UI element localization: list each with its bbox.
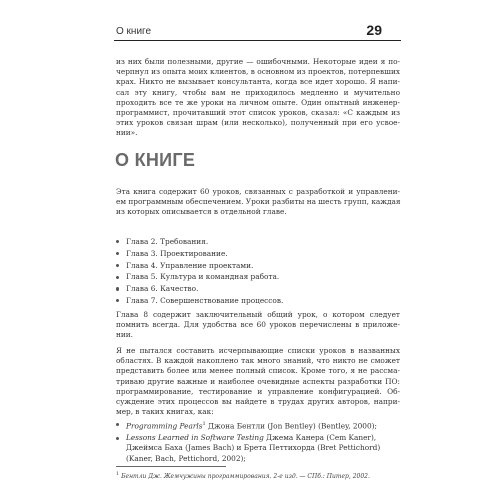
bullet-icon: [116, 276, 119, 279]
book-rest: Джона Бентли (Jon Bentley) (Bentley, 2000);: [205, 421, 377, 431]
text-line: ем программным обеспечением. Уроки разбиты на шесть групп, каждая: [116, 197, 401, 207]
running-header: О книге: [116, 26, 152, 37]
book-rest: Джема Канера (Cem Kaner),: [263, 433, 377, 443]
list-item: [116, 419, 400, 432]
list-item: [116, 295, 400, 307]
book-title: Programming Pearls: [126, 421, 203, 431]
book-list: [116, 419, 400, 465]
footnote-marker: 1: [202, 421, 206, 427]
book-entry: [126, 433, 400, 443]
section-title: О КНИГЕ: [115, 150, 196, 170]
chapter-label: Глава 4. Управление проектами.: [126, 260, 254, 270]
list-item: [116, 283, 400, 295]
footnote-marker: 1: [116, 471, 120, 477]
text-line: Я не пытался составить исчерпывающие списки уроков в названных: [116, 346, 400, 355]
list-item: [116, 260, 400, 272]
footnote-rule: [116, 466, 226, 467]
list-item: [116, 433, 400, 464]
page-number: 29: [366, 22, 382, 38]
list-item: [116, 271, 400, 283]
chapter-label: Глава 6. Качество.: [126, 284, 199, 294]
text-line: нии.: [116, 330, 134, 340]
list-item: [116, 248, 400, 260]
intro-paragraph: [116, 57, 400, 139]
footnote-text: Бентли Дж. Жемчужины программирования. 2-е изд. — СПб.: Питер, 2002.: [121, 473, 370, 480]
text-line: суждение этих процессов вы найдете в трудах других авторов, напри-: [116, 397, 400, 407]
text-line: Эта книга содержит 60 уроков, связанных с разработкой и управлени-: [116, 187, 400, 196]
about-paragraph: [116, 187, 400, 218]
bullet-icon: [116, 423, 119, 426]
footnote: [116, 471, 406, 480]
bullet-icon: [116, 240, 119, 243]
book-continuation: Джеймса Баха (James Bach) и Брета Петтихорда (Bret Pettichord): [126, 443, 381, 453]
text-line: триваю другие важные и наиболее очевидные аспекты разработки ПО:: [116, 376, 400, 386]
text-line: помнить всегда. Для удобства все 60 уроков перечислены в приложе-: [116, 320, 400, 330]
chapter-label: Глава 7. Совершенствование процессов.: [126, 295, 284, 305]
book-entry: [126, 419, 400, 432]
scope-paragraph: [116, 346, 400, 417]
text-line: черпнул из опыта моих клиентов, в основном из проектов, потерпевших: [116, 67, 400, 77]
bullet-icon: [116, 287, 119, 290]
text-line: Глава 8 содержит заключительный общий урок, о котором следует: [116, 310, 400, 319]
chapter-list: [116, 236, 400, 307]
book-continuation: (Kaner, Bach, Pettichord, 2002);: [126, 453, 246, 463]
bullet-icon: [116, 437, 119, 440]
text-line: представить более или менее полный список. Кроме того, я не рассма-: [116, 366, 400, 376]
text-line: проходить все те же уроки на личном опыте. Один опытный инженер-: [116, 97, 400, 107]
text-line: областях. В каждой накоплено так много знаний, что никто не сможет: [116, 356, 400, 366]
text-line: этих уроков связан шрам (или несколько), полученный при его усвое-: [116, 118, 400, 128]
text-line: крах. Никто не вызывает консультанта, когда все идет хорошо. Я напи-: [116, 77, 400, 87]
text-line: мер, в таких книгах, как:: [116, 407, 214, 417]
book-title: Lessons Learned in Software Testing: [126, 433, 264, 443]
text-line: программист, прочитавший этот список уроков, сказал: «С каждым из: [116, 108, 400, 118]
bullet-icon: [116, 252, 119, 255]
text-line: из них были полезными, другие — ошибочными. Некоторые идеи я по-: [116, 57, 400, 66]
text-line: программирование, тестирование и управление конфигурацией. Об-: [116, 386, 400, 396]
chapter-label: Глава 5. Культура и командная работа.: [126, 272, 280, 282]
text-line: нии».: [116, 128, 138, 138]
list-item: [116, 236, 400, 248]
bullet-icon: [116, 299, 119, 302]
chapter-label: Глава 3. Проектирование.: [126, 248, 228, 258]
chapter8-paragraph: [116, 310, 400, 341]
bullet-icon: [116, 264, 119, 267]
text-line: из которых описывается в отдельной главе.: [116, 207, 287, 217]
header-rule: [114, 40, 401, 41]
chapter-label: Глава 2. Требования.: [126, 237, 209, 246]
text-line: сал эту книгу, чтобы вам не приходилось медленно и мучительно: [116, 87, 400, 97]
